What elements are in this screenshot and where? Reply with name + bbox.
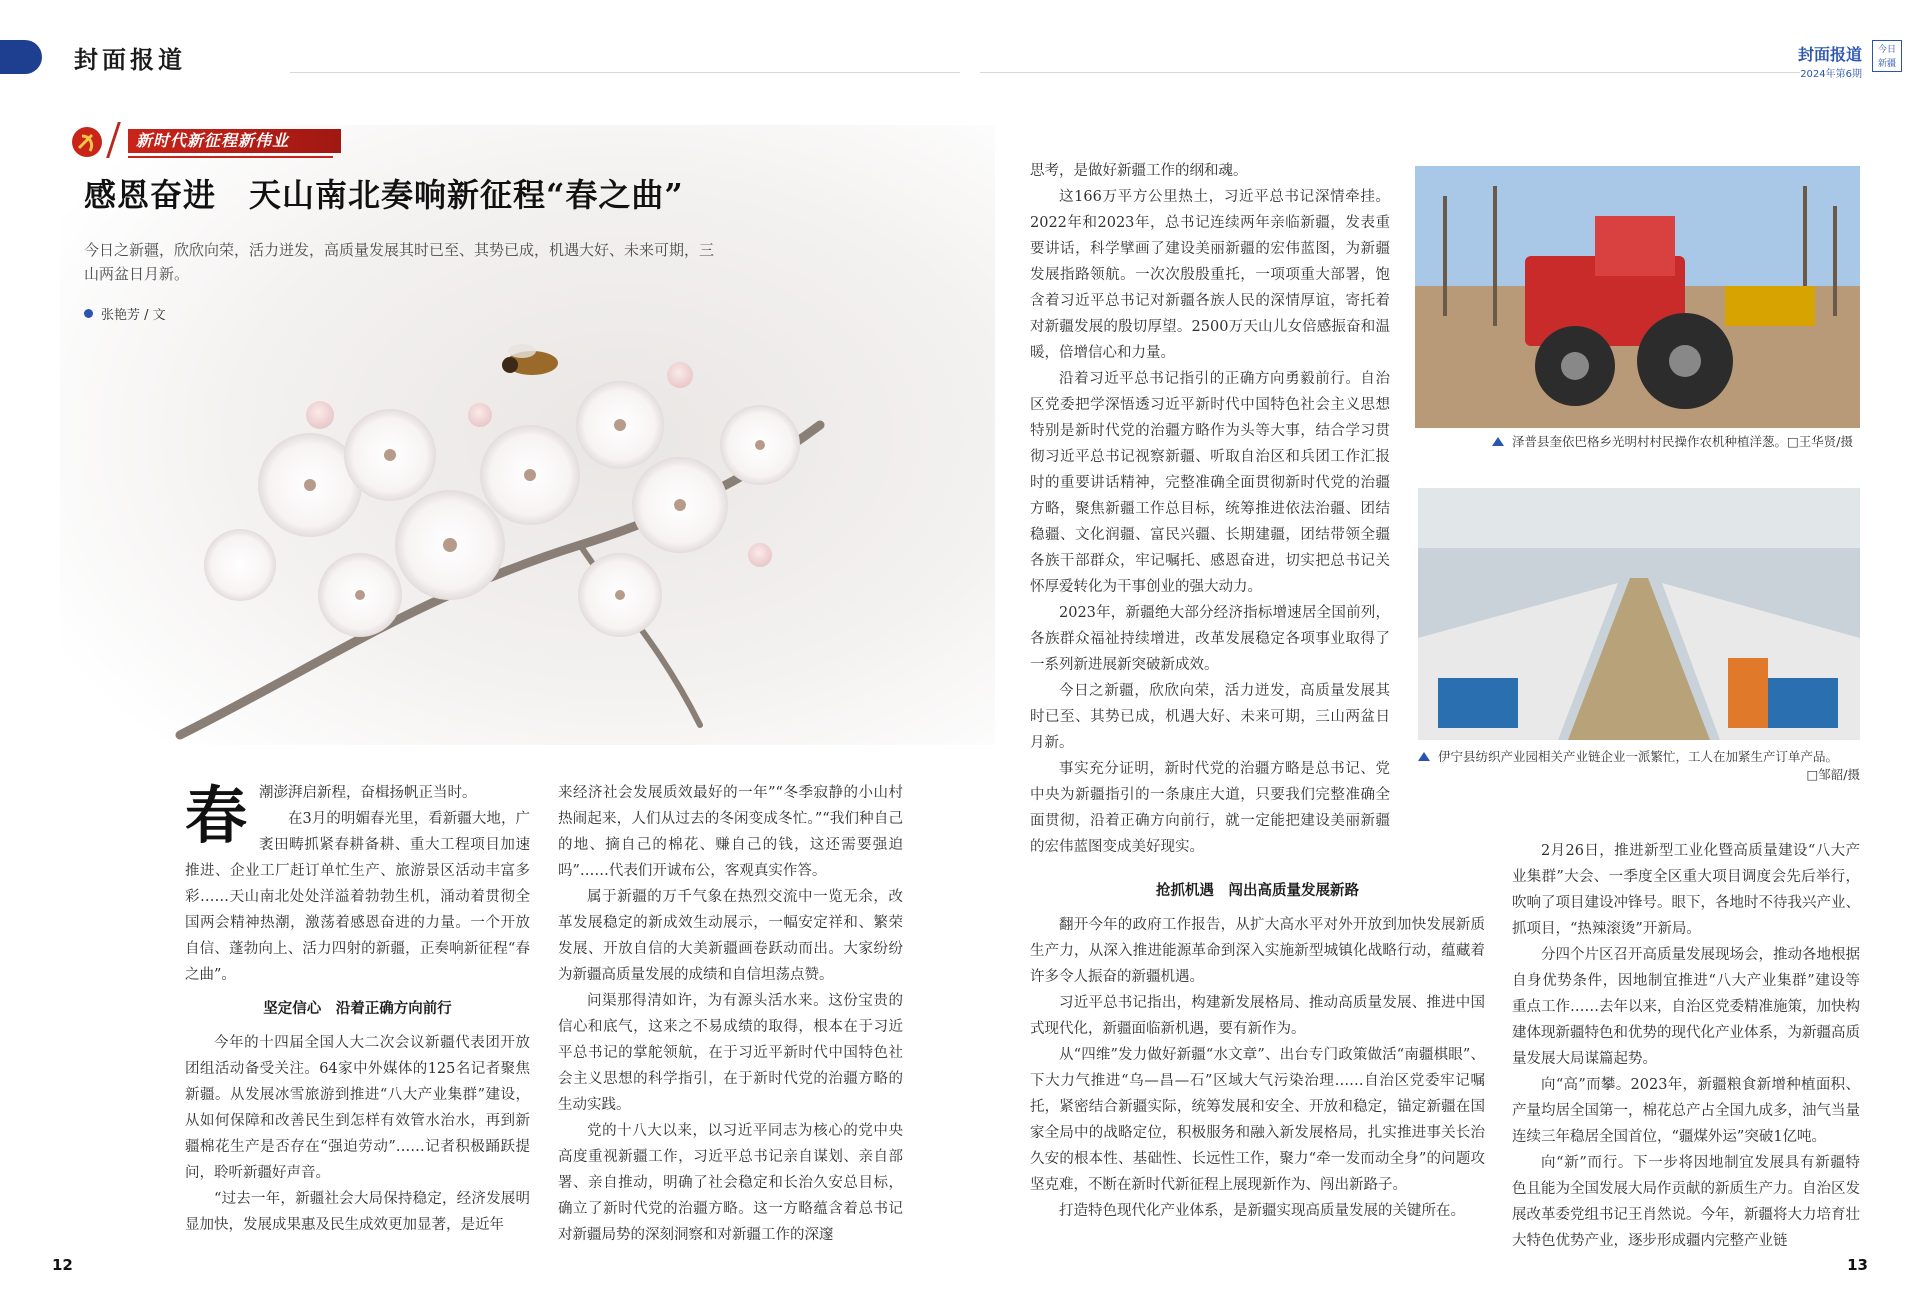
author-line <box>84 304 166 323</box>
paragraph: 2月26日，推进新型工业化暨高质量建设“八大产业集群”大会、一季度全区重大项目调度会先后举行，吹响了项目建设冲锋号。眼下，各地时不待我兴产业、抓项目，“热辣滚烫”开新局。 <box>1512 843 1860 937</box>
caption-marker-icon <box>1492 437 1504 446</box>
paragraph: 今年的十四届全国人大二次会议新疆代表团开放团组活动备受关注。64家中外媒体的125名记者聚焦新疆。从发展冰雪旅游到推进“八大产业集群”建设，从如何保障和改善民生到怎样有效管水治水，再到新疆棉花生产是否存在“强迫劳动”……记者积极踊跃提问，聆听新疆好声音。 <box>185 1035 530 1181</box>
issue-label: 2024年第6期 <box>1800 69 1862 80</box>
section-subhead: 抢抓机遇 闯出高质量发展新路 <box>1156 883 1359 899</box>
text-column-2 <box>558 780 903 1248</box>
paragraph: 打造特色现代化产业体系，是新疆实现高质量发展的关键所在。 <box>1059 1203 1465 1219</box>
paragraph: 问渠那得清如许，为有源头活水来。这份宝贵的信心和底气，这来之不易成绩的取得，根本在于习近平总书记的掌舵领航，在于习近平新时代中国特色社会主义思想的科学指引，在于新时代党的治疆方略的生动实践。 <box>558 993 903 1113</box>
paragraph: 思考，是做好新疆工作的纲和魂。 <box>1030 163 1248 179</box>
paragraph: 向“新”而行。下一步将因地制宜发展具有新疆特色且能为全国发展大局作贡献的新质生产力。自治区发展改革委党组书记王肖然说。今年，新疆将大力培育壮大特色优势产业，逐步形成疆内完整产业链 <box>1512 1155 1860 1249</box>
badge-underline <box>128 156 333 158</box>
text-column-3 <box>1030 158 1390 860</box>
paragraph: 沿着习近平总书记指引的正确方向勇毅前行。自治区党委把学深悟透习近平新时代中国特色社会主义思想特别是新时代党的治疆方略作为头等大事，结合学习贯彻习近平总书记视察新疆、听取自治区和兵团工作汇报时的重要讲话精神，完整准确全面贯彻新时代党的治疆方略，聚焦新疆工作总目标，统筹推进依法治疆、团结稳疆、文化润疆、富民兴疆、长期建疆，团结带领全疆各族干部群众，牢记嘱托、感恩奋进，切实把总书记关怀厚爱转化为干事创业的强大动力。 <box>1030 371 1390 595</box>
photo-credit: □邹韶/摄 <box>1806 767 1860 782</box>
magazine-header <box>1798 42 1862 80</box>
drop-cap: 春 <box>185 779 248 852</box>
page-number-left: 12 <box>52 1256 73 1274</box>
header-divider <box>290 72 960 73</box>
paragraph: 翻开今年的政府工作报告，从扩大高水平对外开放到加快发展新质生产力，从深入推进能源革命到深入实施新型城镇化战略行动，蕴藏着许多令人振奋的新疆机遇。 <box>1030 917 1485 985</box>
brand-label: 封面报道 <box>1797 45 1862 64</box>
article-lede: 今日之新疆，欣欣向荣，活力迸发，高质量发展其时已至、其势已成，机遇大好、未来可期，三山两盆日月新。 <box>84 241 715 283</box>
hero-blossom-image <box>60 125 995 745</box>
page-number-right: 13 <box>1847 1256 1868 1274</box>
caption-marker-icon <box>1418 752 1430 761</box>
magazine-logo-seal: 今日 新疆 <box>1872 40 1902 72</box>
paragraph: 潮澎湃启新程，奋楫扬帆正当时。 <box>259 785 477 801</box>
photo-caption <box>1418 748 1860 784</box>
paragraph: 习近平总书记指出，构建新发展格局、推动高质量发展、推进中国式现代化，新疆面临新机遇，要有新作为。 <box>1030 995 1485 1037</box>
paragraph: “过去一年，新疆社会大局保持稳定，经济发展明显加快，发展成果惠及民生成效更加显著，是近年 <box>185 1191 530 1233</box>
paragraph: 今日之新疆，欣欣向荣，活力迸发，高质量发展其时已至、其势已成，机遇大好、未来可期，三山两盆日月新。 <box>1030 683 1390 751</box>
paragraph: 党的十八大以来，以习近平同志为核心的党中央高度重视新疆工作，习近平总书记亲自谋划、亲自部署、亲自推动，明确了社会稳定和长治久安总目标，确立了新时代党的治疆方略。这一方略蕴含着总书记对新疆局势的深刻洞察和对新疆工作的深邃 <box>558 1123 903 1243</box>
paragraph: 属于新疆的万千气象在热烈交流中一览无余，改革发展稳定的新成效生动展示，一幅安定祥和、繁荣发展、开放自信的大美新疆画卷跃动而出。大家纷纷为新疆高质量发展的成绩和自信坦荡点赞。 <box>558 889 903 983</box>
section-subhead: 坚定信心 沿着正确方向前行 <box>263 1001 452 1017</box>
article-title: 感恩奋进 天山南北奏响新征程“春之曲” <box>84 176 684 214</box>
paragraph: 向“高”而攀。2023年，新疆粮食新增种植面积、产量均居全国第一，棉花总产占全国九成多，油气当量连续三年稳居全国首位，“疆煤外运”突破1亿吨。 <box>1512 1077 1860 1145</box>
text-column-1 <box>185 780 530 1238</box>
paragraph: 2023年，新疆绝大部分经济指标增速居全国前列，各族群众福祉持续增进，改革发展稳定各项事业取得了一系列新进展新突破新成效。 <box>1030 605 1390 673</box>
header-divider <box>980 72 1800 73</box>
author-name: 张艳芳 / 文 <box>101 308 166 323</box>
bullet-icon <box>84 309 93 318</box>
column-badge: 新时代新征程新伟业 <box>128 129 341 153</box>
caption-text: 泽普县奎依巴格乡光明村村民操作农机种植洋葱。□王华贤/摄 <box>1512 434 1854 449</box>
section-title: 封面报道 <box>74 45 186 74</box>
header-marker <box>0 40 42 74</box>
paragraph: 事实充分证明，新时代党的治疆方略是总书记、党中央为新疆指引的一条康庄大道，只要我们完整准确全面贯彻，沿着正确方向前行，就一定能把建设美丽新疆的宏伟蓝图变成美好现实。 <box>1030 761 1390 855</box>
text-column-4 <box>1030 870 1485 1224</box>
tractor-photo <box>1415 166 1860 428</box>
paragraph: 分四个片区召开高质量发展现场会，推动各地根据自身优势条件，因地制宜推进“八大产业集群”建设等重点工作……去年以来，自治区党委精准施策，加快构建体现新疆特色和优势的现代化产业体系，为新疆高质量发展大局谋篇起势。 <box>1512 947 1860 1067</box>
party-emblem-icon <box>70 126 104 158</box>
textile-factory-photo <box>1418 488 1860 740</box>
photo-caption <box>1492 433 1860 451</box>
text-column-5 <box>1512 838 1860 1254</box>
caption-text: 伊宁县纺织产业园相关产业链企业一派繁忙，工人在加紧生产订单产品。 <box>1438 749 1839 764</box>
paragraph: 从“四维”发力做好新疆“水文章”、出台专门政策做活“南疆棋眼”、下大力气推进“乌—昌—石”区域大气污染治理……自治区党委牢记嘱托，紧密结合新疆实际，统筹发展和安全、开放和稳定，锚定新疆在国家全局中的战略定位，积极服务和融入新发展格局，扎实推进事关长治久安的根本性、基础性、长远性工作，聚力“牵一发而动全身”的问题攻坚克难，不断在新时代新征程上展现新作为、闯出新路子。 <box>1030 1047 1485 1193</box>
paragraph: 来经济社会发展质效最好的一年”“冬季寂静的小山村热闹起来，人们从过去的冬闲变成冬忙。”“我们种自己的地、摘自己的棉花、赚自己的钱，这还需要强迫吗”……代表们开诚布公，客观真实作答。 <box>558 785 903 879</box>
paragraph: 这166万平方公里热土，习近平总书记深情牵挂。2022年和2023年，总书记连续两年亲临新疆，发表重要讲话，科学擘画了建设美丽新疆的宏伟蓝图，为新疆发展指路领航。一次次殷殷重托，一项项重大部署，饱含着习近平总书记对新疆各族人民的深情厚谊，寄托着对新疆发展的殷切厚望。2500万天山儿女倍感振奋和温暖，倍增信心和力量。 <box>1030 189 1390 361</box>
paragraph: 在3月的明媚春光里，看新疆大地，广袤田畴抓紧春耕备耕、重大工程项目加速推进、企业工厂赶订单忙生产、旅游景区活动丰富多彩……天山南北处处洋溢着勃勃生机，涌动着贯彻全国两会精神热潮，激荡着感恩奋进的力量。一个开放自信、蓬勃向上、活力四射的新疆，正奏响新征程“春之曲”。 <box>185 811 530 983</box>
